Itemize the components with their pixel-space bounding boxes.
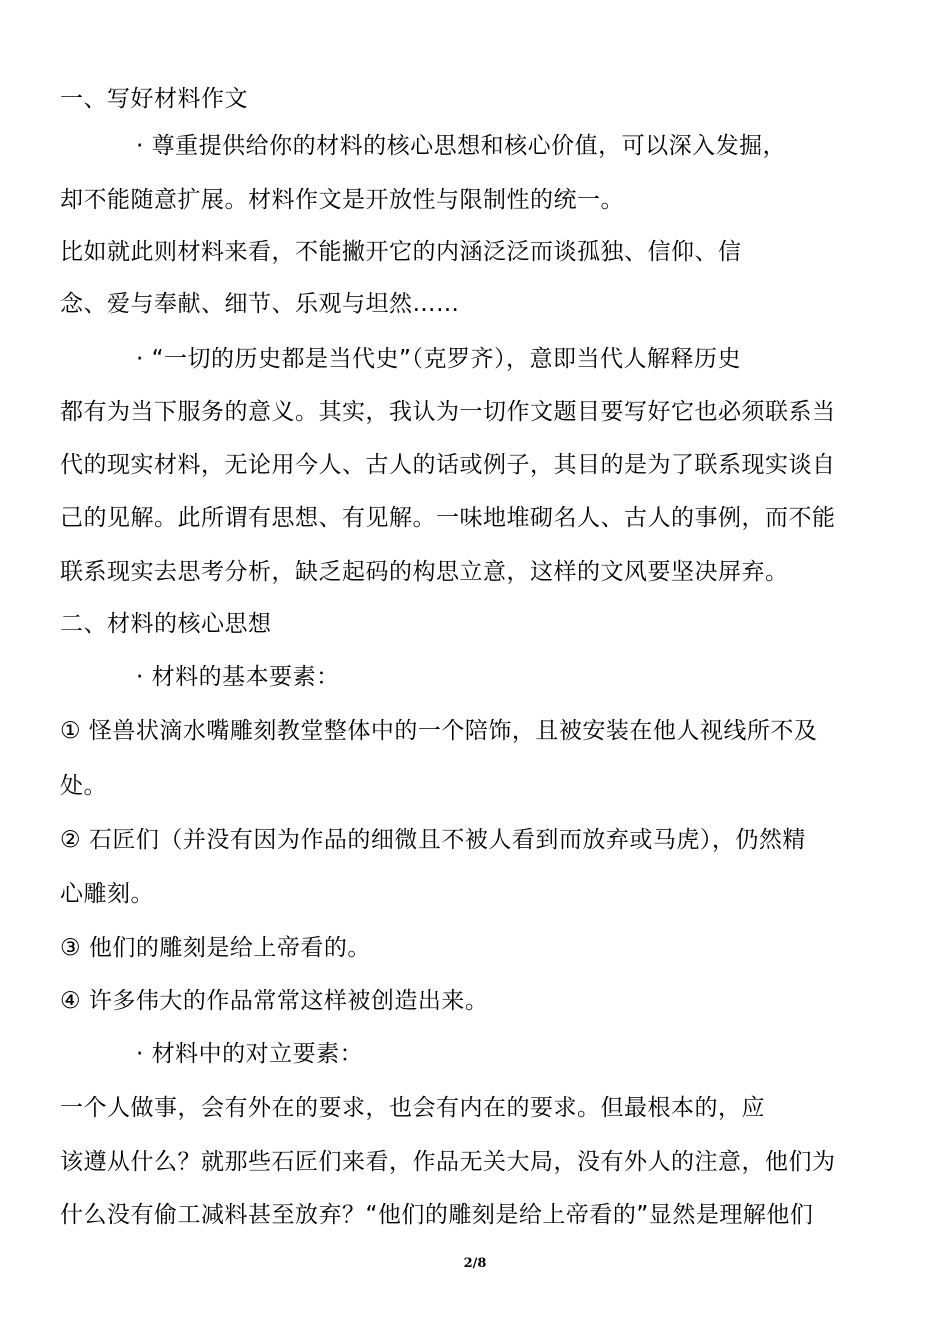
- paragraph-line: 己的见解。此所谓有思想、有见解。一味地堆砌名人、古人的事例，而不能: [60, 505, 836, 531]
- numbered-item: ① 怪兽状滴水嘴雕刻教堂整体中的一个陪饰，且被安装在他人视线所不及: [60, 718, 818, 744]
- page-number: 2/8: [463, 1256, 487, 1271]
- paragraph-line: · “一切的历史都是当代史”（克罗齐），意即当代人解释历史: [136, 346, 741, 372]
- paragraph-line: 心雕刻。: [60, 881, 154, 907]
- numbered-item: ③ 他们的雕刻是给上帝看的。: [60, 935, 371, 961]
- numbered-item: ② 石匠们（并没有因为作品的细微且不被人看到而放弃或马虎），仍然精: [60, 827, 806, 853]
- section-heading-2: 二、材料的核心思想: [60, 611, 272, 637]
- paragraph-line: 比如就此则材料来看，不能撇开它的内涵泛泛而谈孤独、信仰、信: [60, 239, 742, 265]
- paragraph-line: 什么没有偷工减料甚至放弃？“他们的雕刻是给上帝看的”显然是理解他们: [60, 1202, 814, 1228]
- paragraph-line: 该遵从什么？就那些石匠们来看，作品无关大局，没有外人的注意，他们为: [60, 1149, 836, 1175]
- paragraph-line: 都有为当下服务的意义。其实，我认为一切作文题目要写好它也必须联系当: [60, 399, 836, 425]
- paragraph-line: 念、爱与奉献、细节、乐观与坦然……: [60, 291, 460, 317]
- paragraph-line: 却不能随意扩展。材料作文是开放性与限制性的统一。: [60, 187, 624, 213]
- paragraph-line: 联系现实去思考分析，缺乏起码的构思立意，这样的文风要坚决屏弃。: [60, 559, 789, 585]
- paragraph-line: 处。: [60, 773, 107, 799]
- paragraph-line: 一个人做事，会有外在的要求，也会有内在的要求。但最根本的，应: [60, 1095, 765, 1121]
- paragraph-line: 代的现实材料，无论用今人、古人的话或例子，其目的是为了联系现实谈自: [60, 452, 836, 478]
- section-heading-1: 一、写好材料作文: [60, 86, 248, 112]
- paragraph-line: · 尊重提供给你的材料的核心思想和核心价值，可以深入发掘，: [136, 133, 787, 159]
- bullet-heading: · 材料的基本要素：: [136, 664, 340, 690]
- numbered-item: ④ 许多伟大的作品常常这样被创造出来。: [60, 988, 489, 1014]
- bullet-heading: · 材料中的对立要素：: [136, 1041, 364, 1067]
